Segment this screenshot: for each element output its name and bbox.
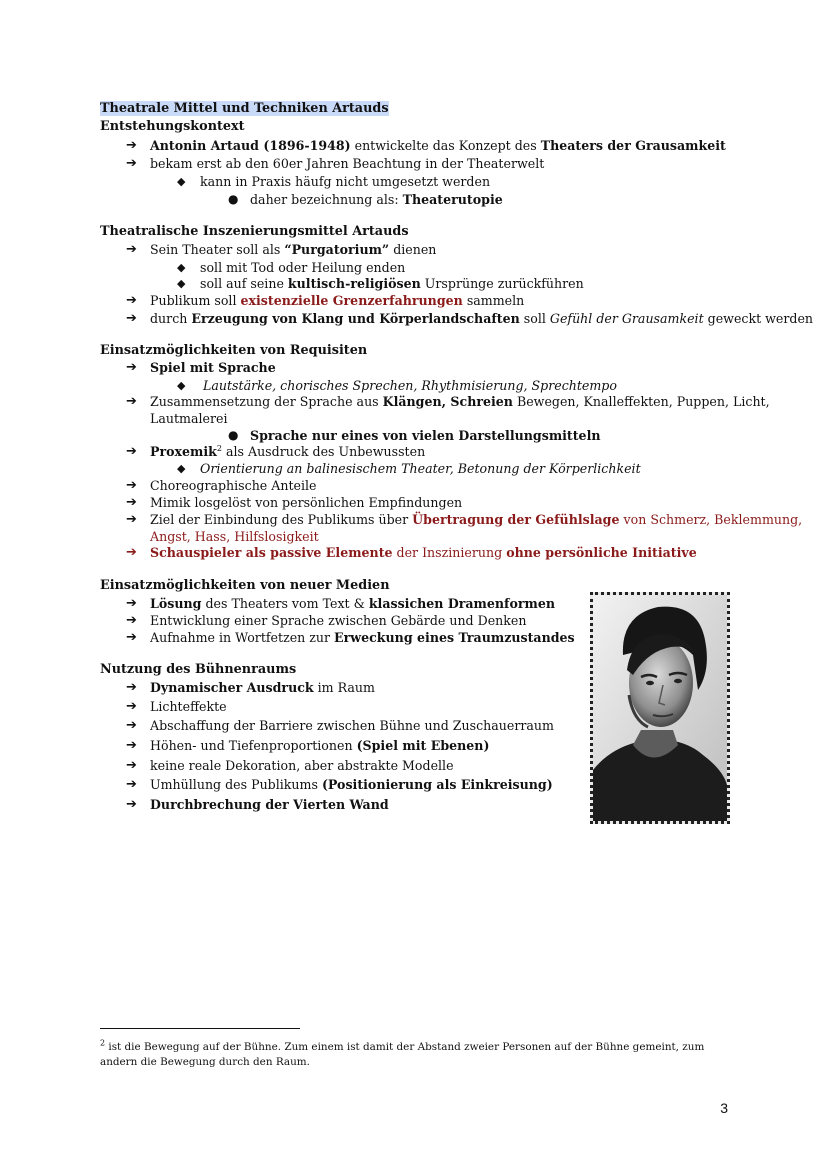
section-title-media: Einsatzmöglichkeiten von neuer Medien <box>100 578 390 593</box>
list-item: Lösung des Theaters vom Text & klassichen Dramenformen <box>150 596 555 611</box>
list-item-continuation: Lautmalerei <box>150 411 228 426</box>
arrow-bullet: ➔ <box>126 360 137 375</box>
list-item: Spiel mit Sprache <box>150 360 276 375</box>
list-item: Choreographische Anteile <box>150 478 317 493</box>
page-number: 3 <box>720 1100 728 1116</box>
list-item: soll mit Tod oder Heilung enden <box>200 260 406 275</box>
footnote-ref[interactable]: 2 <box>216 443 222 453</box>
arrow-bullet: ➔ <box>126 758 137 773</box>
subheading-context: Entstehungskontext <box>100 119 245 134</box>
arrow-bullet: ➔ <box>126 777 137 792</box>
arrow-bullet: ➔ <box>126 699 137 714</box>
list-item: Zusammensetzung der Sprache aus Klängen, Schreien Bewegen, Knalleffekten, Puppen, Licht, <box>150 394 770 409</box>
arrow-bullet: ➔ <box>126 444 137 459</box>
list-item: keine reale Dekoration, aber abstrakte Modelle <box>150 758 454 773</box>
arrow-bullet: ➔ <box>126 738 137 753</box>
arrow-bullet: ➔ <box>126 630 137 645</box>
list-item: Sein Theater soll als “Purgatorium” dienen <box>150 242 437 257</box>
arrow-bullet: ➔ <box>126 680 137 695</box>
portrait-photo <box>590 592 730 824</box>
list-item: Höhen- und Tiefenproportionen (Spiel mit Ebenen) <box>150 738 490 753</box>
list-item: Publikum soll existenzielle Grenzerfahrungen sammeln <box>150 293 525 308</box>
list-item: bekam erst ab den 60er Jahren Beachtung in der Theaterwelt <box>150 156 545 171</box>
arrow-bullet: ➔ <box>126 512 137 527</box>
list-item: Antonin Artaud (1896-1948) entwickelte das Konzept des Theaters der Grausamkeit <box>150 138 726 153</box>
section-title-stage-space: Nutzung des Bühnenraums <box>100 662 297 677</box>
arrow-bullet: ➔ <box>126 596 137 611</box>
list-item: Schauspieler als passive Elemente der Inszinierung ohne persönliche Initiative <box>150 545 697 560</box>
list-item: Abschaffung der Barriere zwischen Bühne und Zuschauerraum <box>150 718 554 733</box>
list-item: daher bezeichnung als: Theaterutopie <box>250 192 503 207</box>
list-item: Lautstärke, chorisches Sprechen, Rhythmisierung, Sprechtempo <box>203 378 617 393</box>
list-item: Entwicklung einer Sprache zwischen Gebärde und Denken <box>150 613 527 628</box>
arrow-bullet-red: ➔ <box>126 545 137 560</box>
arrow-bullet: ➔ <box>126 495 137 510</box>
list-item: Durchbrechung der Vierten Wand <box>150 797 389 812</box>
arrow-bullet: ➔ <box>126 718 137 733</box>
arrow-bullet: ➔ <box>126 293 137 308</box>
section-title-props: Einsatzmöglichkeiten von Requisiten <box>100 343 368 358</box>
arrow-bullet: ➔ <box>126 478 137 493</box>
diamond-bullet: ◆ <box>177 462 186 475</box>
diamond-bullet: ◆ <box>177 379 186 392</box>
list-item: Mimik losgelöst von persönlichen Empfindungen <box>150 495 463 510</box>
list-item: Aufnahme in Wortfetzen zur Erweckung eines Traumzustandes <box>150 630 575 645</box>
dot-bullet: ● <box>228 192 239 206</box>
arrow-bullet: ➔ <box>126 394 137 409</box>
arrow-bullet: ➔ <box>126 311 137 326</box>
arrow-bullet: ➔ <box>126 156 137 171</box>
list-item: Ziel der Einbindung des Publikums über Übertragung der Gefühlslage von Schmerz, Beklemmung, <box>150 512 803 527</box>
footnote-divider <box>100 1028 300 1029</box>
list-item: Lichteffekte <box>150 699 227 714</box>
list-item: Dynamischer Ausdruck im Raum <box>150 680 375 695</box>
list-item: Orientierung an balinesischem Theater, Betonung der Körperlichkeit <box>200 461 641 476</box>
section-title-techniques: Theatrale Mittel und Techniken Artauds <box>100 101 389 116</box>
diamond-bullet: ◆ <box>177 261 186 274</box>
footnote: $^2$ ist die Bewegung auf der Bühne. Zum einem ist damit der Abstand zweier Personen auf der Bühne gemeint, zum andern die Bewegung durch den Raum. <box>100 1038 705 1068</box>
arrow-bullet: ➔ <box>126 138 137 153</box>
arrow-bullet: ➔ <box>126 797 137 812</box>
list-item: kann in Praxis häufg nicht umgesetzt werden <box>200 174 491 189</box>
diamond-bullet: ◆ <box>177 175 186 188</box>
list-item: Umhüllung des Publikums (Positionierung als Einkreisung) <box>150 777 553 792</box>
portrait-illustration <box>593 595 727 821</box>
list-item: Sprache nur eines von vielen Darstellungsmitteln <box>250 428 601 443</box>
dot-bullet: ● <box>228 428 239 442</box>
section-title-staging: Theatralische Inszenierungsmittel Artauds <box>100 224 409 239</box>
diamond-bullet: ◆ <box>177 277 186 290</box>
list-item: durch Erzeugung von Klang und Körperlandschaften soll Gefühl der Grausamkeit geweckt werden <box>150 311 814 326</box>
arrow-bullet: ➔ <box>126 242 137 257</box>
list-item: Proxemik$^2$ als Ausdruck des Unbewussten <box>150 443 426 459</box>
arrow-bullet: ➔ <box>126 613 137 628</box>
footnote-number: 2 <box>100 1038 106 1048</box>
list-item: soll auf seine kultisch-religiösen Ursprünge zurückführen <box>200 276 584 291</box>
list-item-continuation: Angst, Hass, Hilfslosigkeit <box>150 529 319 544</box>
